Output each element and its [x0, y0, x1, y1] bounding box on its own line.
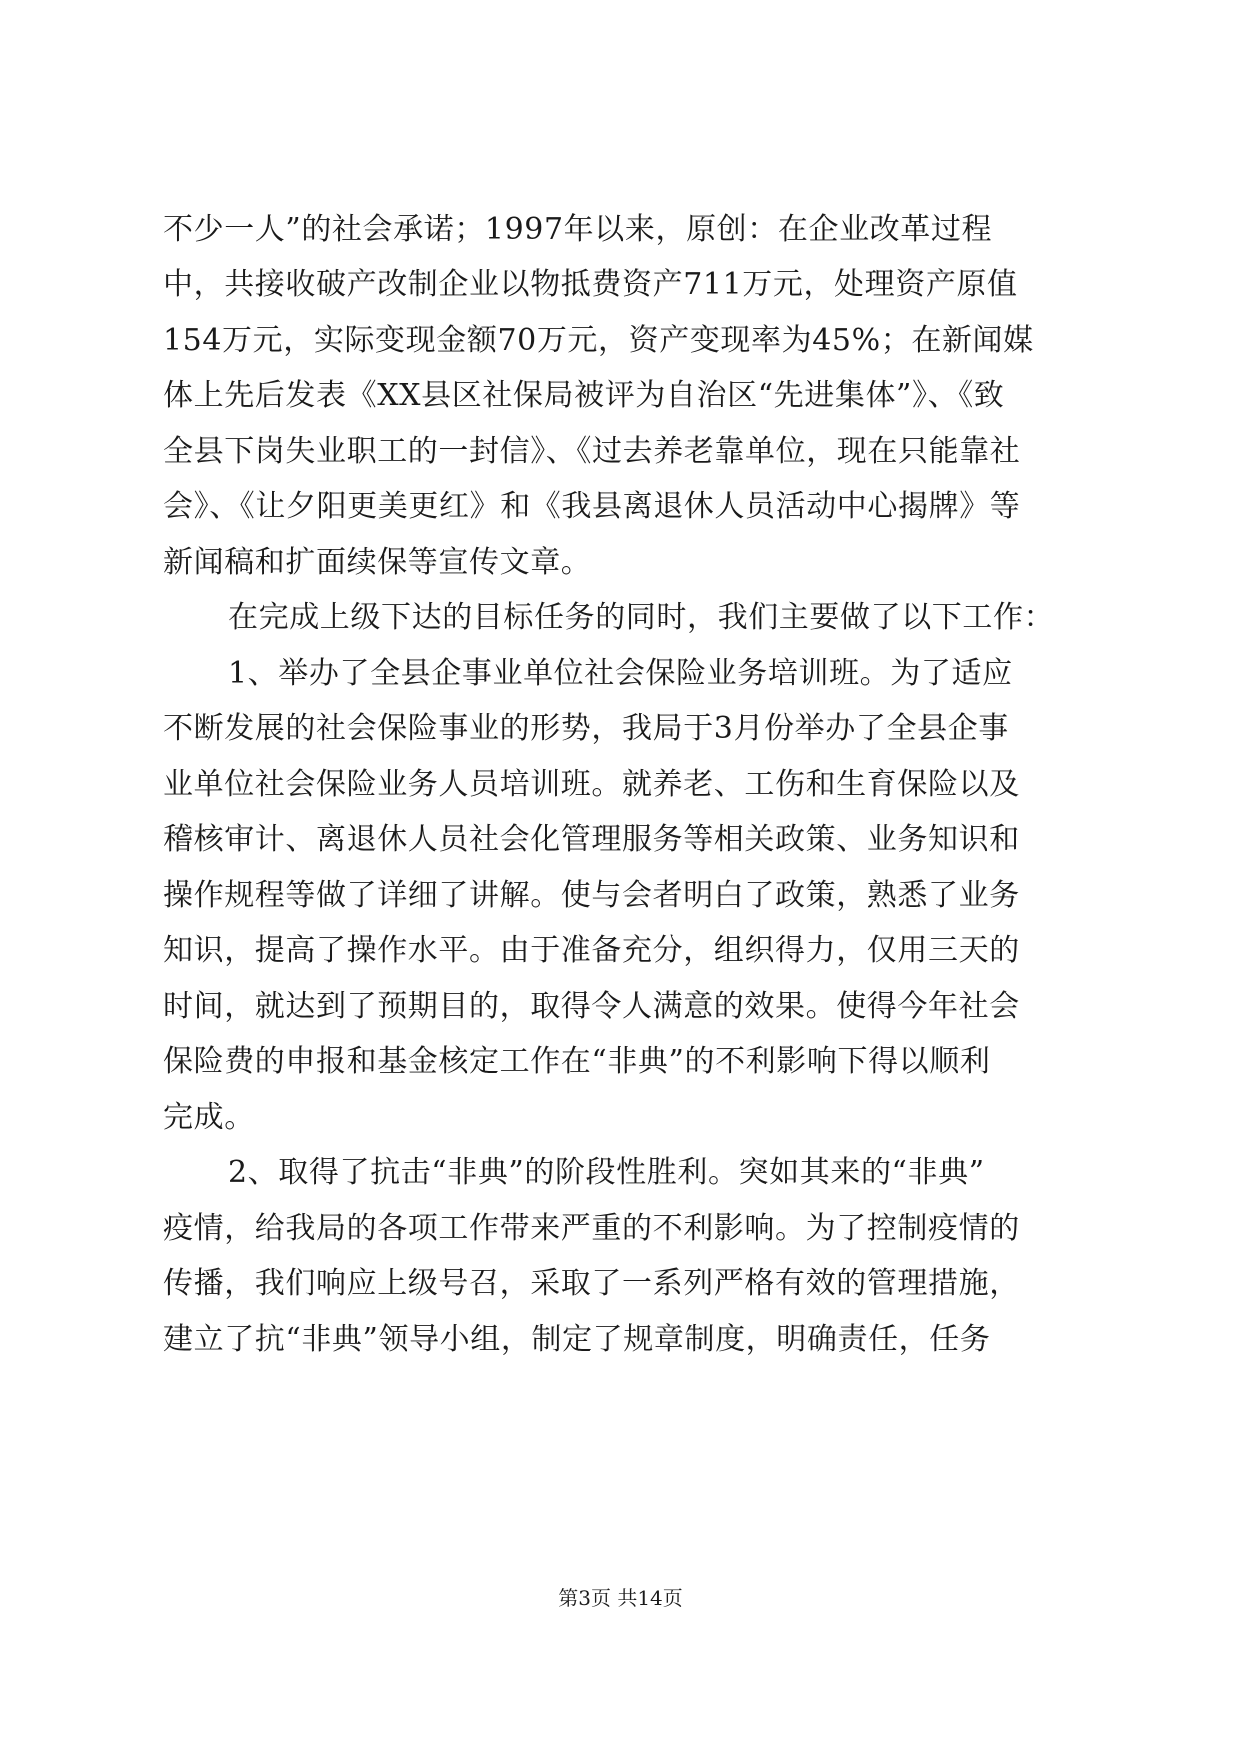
- body-line: 业单位社会保险业务人员培训班。就养老、工伤和生育保险以及: [163, 767, 1020, 802]
- page-footer: 第3页 共14页: [558, 1586, 683, 1610]
- body-line: 知识，提高了操作水平。由于准备充分，组织得力，仅用三天的: [163, 933, 1020, 968]
- body-line: 全县下岗失业职工的一封信》、《过去养老靠单位，现在只能靠社: [163, 434, 1021, 469]
- body-line: 疫情，给我局的各项工作带来严重的不利影响。为了控制疫情的: [163, 1211, 1020, 1246]
- body-line: 会》、《让夕阳更美更红》和《我县离退休人员活动中心揭牌》等: [163, 489, 1021, 524]
- body-line: 稽核审计、离退休人员社会化管理服务等相关政策、业务知识和: [163, 822, 1020, 857]
- body-line: 建立了抗“非典”领导小组，制定了规章制度，明确责任，任务: [163, 1322, 991, 1357]
- body-line: 中，共接收破产改制企业以物抵费资产711万元，处理资产原值: [163, 267, 1018, 302]
- body-line: 新闻稿和扩面续保等宣传文章。: [163, 545, 592, 580]
- body-line: 不断发展的社会保险事业的形势，我局于3月份举办了全县企事: [163, 711, 1009, 746]
- body-line: 操作规程等做了详细了讲解。使与会者明白了政策，熟悉了业务: [163, 878, 1020, 913]
- paragraph-first-line: 1、举办了全县企事业单位社会保险业务培训班。为了适应: [228, 656, 1013, 691]
- paragraph-first-line: 2、取得了抗击“非典”的阶段性胜利。突如其来的“非典”: [228, 1155, 985, 1190]
- body-line: 154万元，实际变现金额70万元，资产变现率为45%；在新闻媒: [163, 323, 1034, 358]
- body-line: 体上先后发表《XX县区社保局被评为自治区“先进集体”》、《致: [163, 378, 1005, 413]
- body-line: 完成。: [163, 1100, 255, 1135]
- paragraph-first-line: 在完成上级下达的目标任务的同时，我们主要做了以下工作：: [228, 600, 1055, 635]
- body-line: 时间，就达到了预期目的，取得令人满意的效果。使得今年社会: [163, 989, 1020, 1024]
- body-line: 保险费的申报和基金核定工作在“非典”的不利影响下得以顺利: [163, 1044, 991, 1079]
- body-line: 不少一人”的社会承诺；1997年以来，原创：在企业改革过程: [163, 212, 993, 247]
- body-line: 传播，我们响应上级号召，采取了一系列严格有效的管理措施，: [163, 1266, 1020, 1301]
